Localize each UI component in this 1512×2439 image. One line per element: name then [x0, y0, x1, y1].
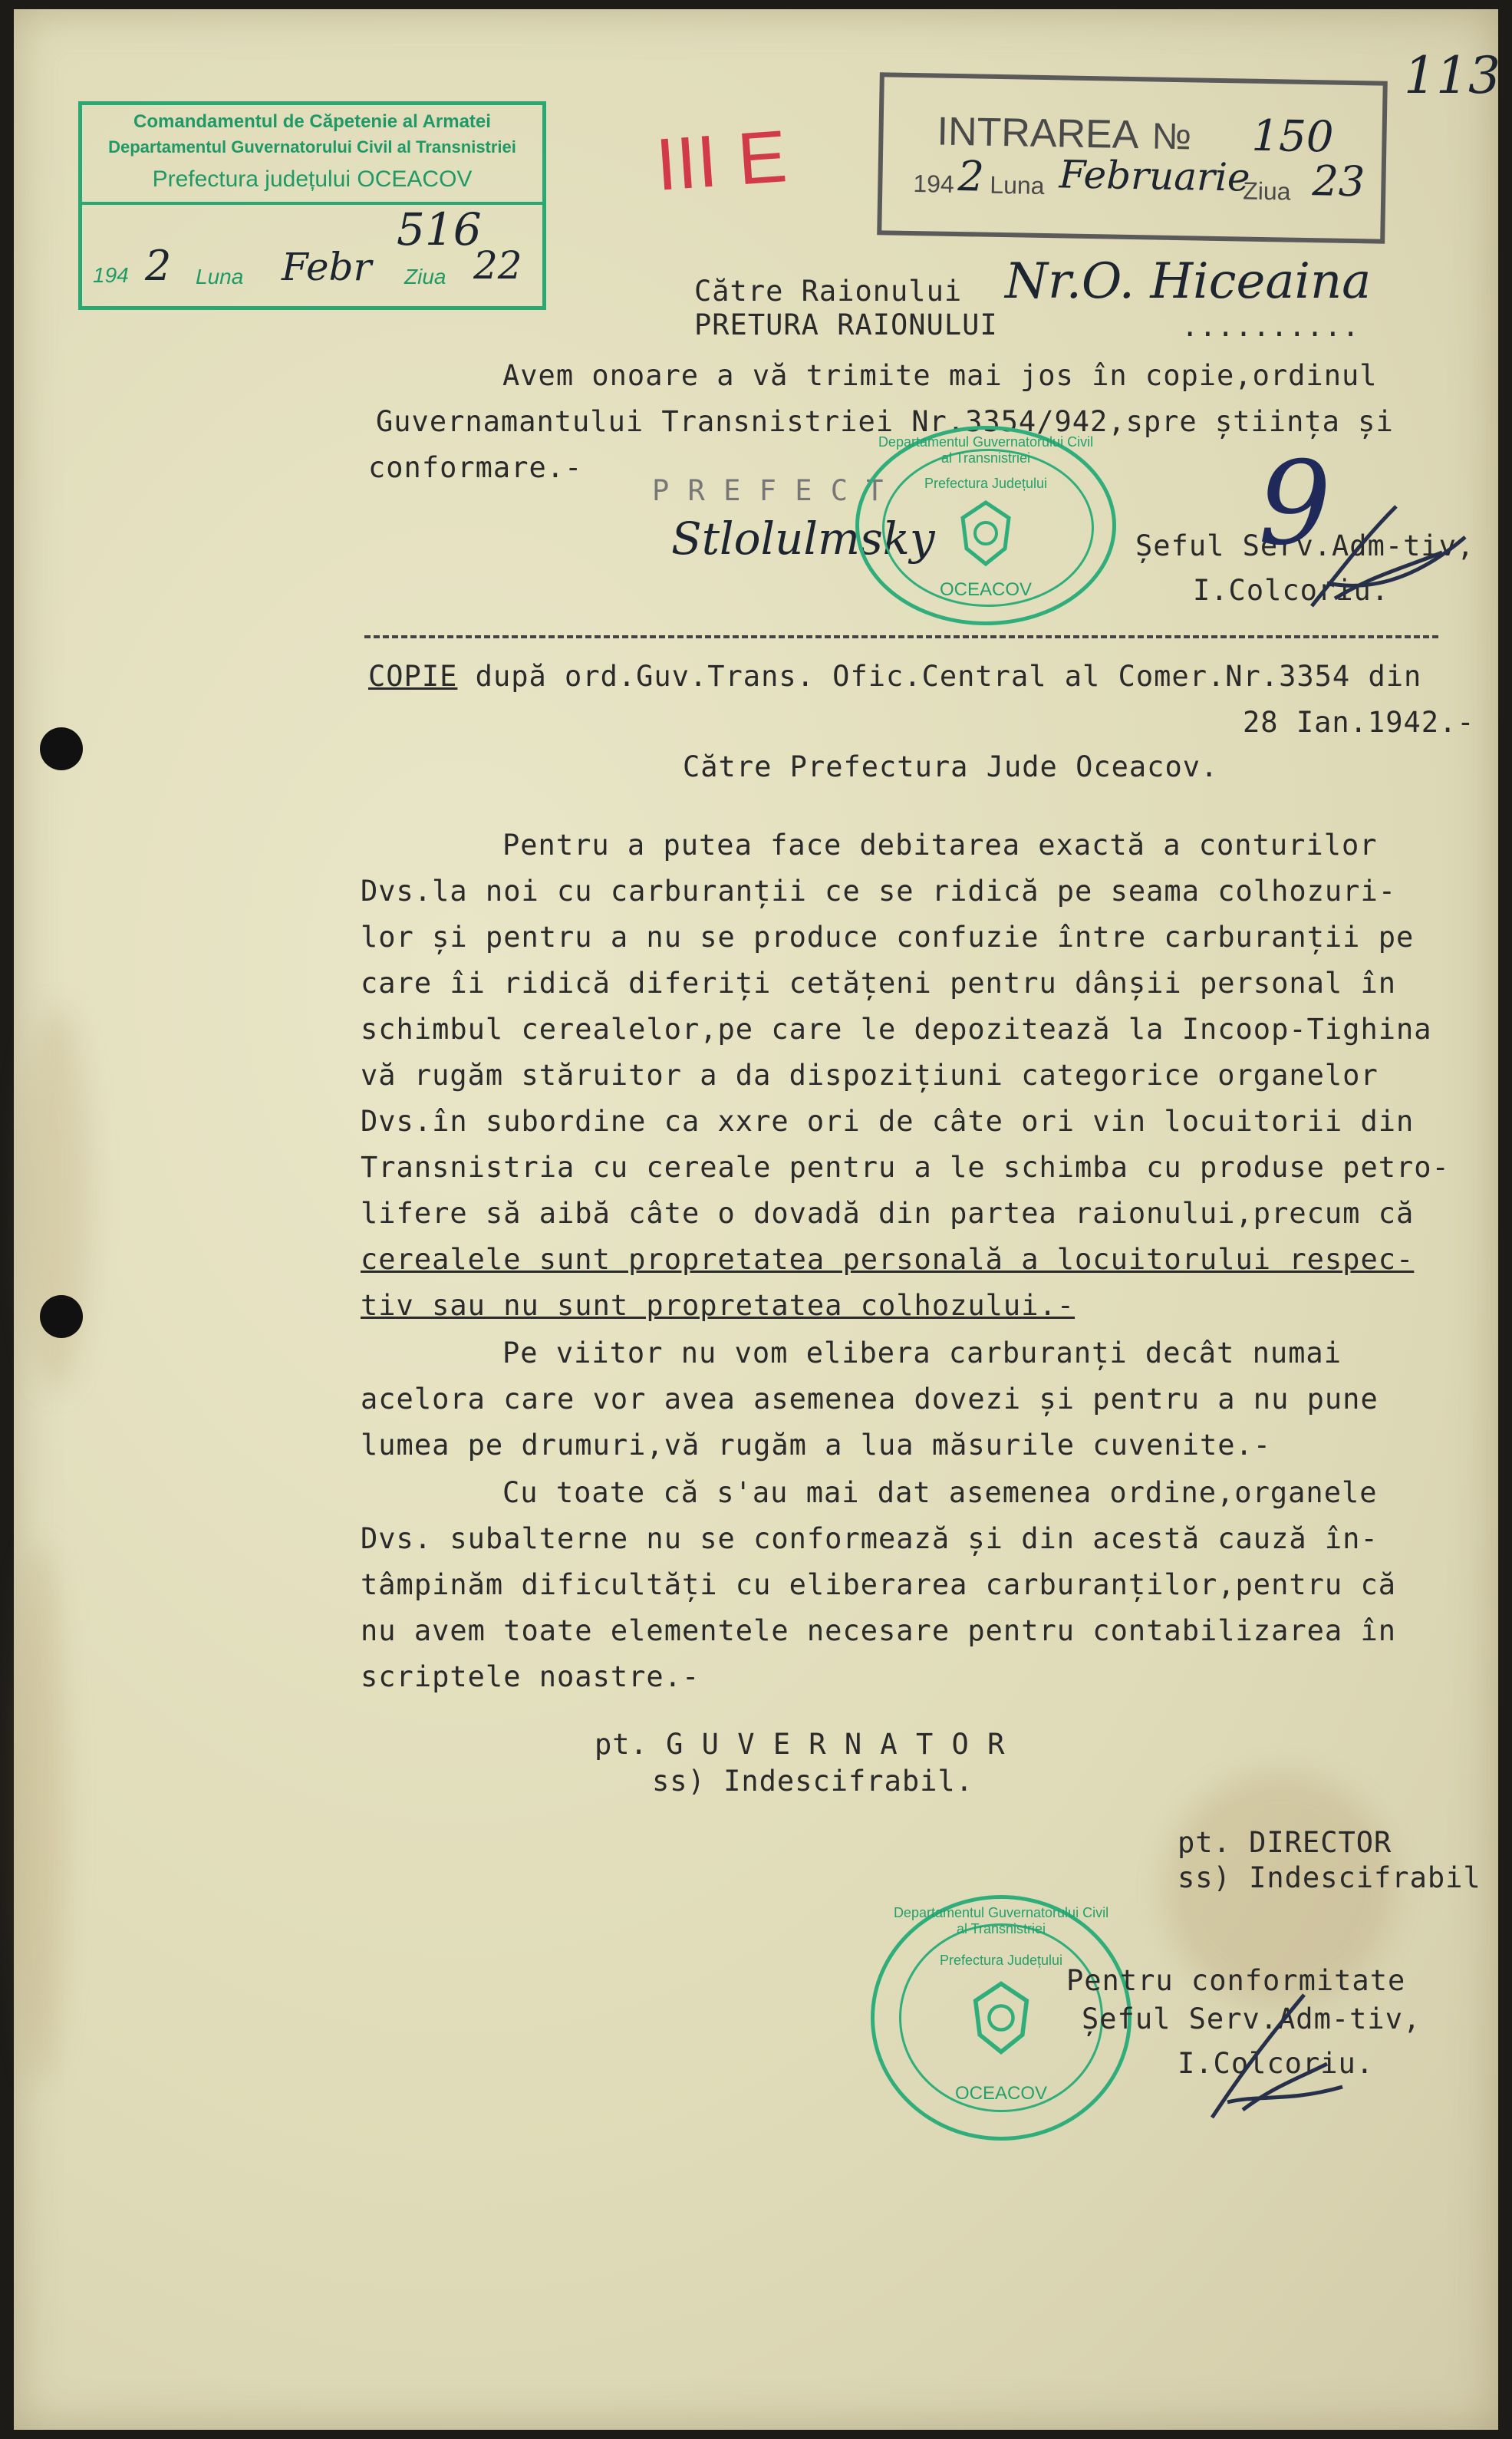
paragraph-line: Transnistria cu cereale pentru a le schimba cu produse petro- [361, 1151, 1450, 1184]
handwritten-signature [1304, 491, 1473, 629]
governor-line: pt. G U V E R N A T O R [595, 1728, 1006, 1761]
entry-no-label: № [1151, 116, 1192, 158]
chief-name: I.Colcoriu. [1193, 574, 1390, 607]
received-stamp [78, 101, 546, 310]
year-prefix: 194 [93, 263, 129, 287]
entry-year-prefix: 194 [913, 170, 955, 198]
entry-year-digit: 2 [957, 152, 985, 201]
handwritten-number: 9 [1258, 437, 1332, 571]
paragraph-line: Pentru a putea face debitarea exactă a conturilor [502, 829, 1378, 862]
seal-city: OCEACOV [939, 579, 1033, 600]
paragraph-line: Dvs.la noi cu carburanții ce se ridică pe seama colhozuri- [361, 875, 1397, 908]
stamp-title: Comandamentul de Căpetenie al Armatei [133, 111, 491, 132]
paragraph-line: vă rugăm stăruitor a da dispozițiuni categorice organelor [361, 1059, 1379, 1092]
luna-label: Luna [196, 265, 244, 288]
copy-heading-label: COPIE [368, 660, 458, 693]
entry-number: 150 [1250, 110, 1334, 163]
seal-inner-text: Prefectura Județului [939, 1953, 1063, 1968]
conformity-line: Pentru conformitate [1066, 1964, 1406, 1997]
copy-heading-rest: după ord.Guv.Trans. Ofic.Central al Comer.Nr.3354 din [457, 660, 1422, 693]
paragraph-line: scriptele noastre.- [361, 1660, 700, 1693]
official-seal [855, 426, 1116, 625]
divider [364, 635, 1438, 638]
entry-luna-label: Luna [990, 170, 1045, 200]
seal-city: OCEACOV [954, 2083, 1048, 2104]
paragraph-line: schimbul cerealelor,pe care le depozitează la Incoop-Tighina [361, 1013, 1432, 1046]
stamp-date-row [93, 263, 129, 288]
conformity-title: Șeful Serv.Adm-tiv, [1082, 2002, 1421, 2035]
director-line: pt. DIRECTOR [1178, 1826, 1392, 1859]
copy-heading [368, 660, 1421, 693]
underlined-line: tiv sau nu sunt propretatea colhozului.- [361, 1289, 1076, 1322]
governor-signature: ss) Indescifrabil. [652, 1765, 973, 1798]
paragraph-line: lumea pe drumuri,vă rugăm a lua măsurile cuvenite.- [361, 1429, 1272, 1462]
pretura-dots: .......... [1181, 310, 1360, 343]
paragraph-line: Cu toate că s'au mai dat asemenea ordine,organele [502, 1476, 1378, 1509]
cover-body-line: conformare.- [368, 451, 583, 484]
paragraph-line: care îi ridică diferiți cetățeni pentru dânșii personal în [361, 967, 1397, 1000]
entry-month: Februarie [1059, 152, 1251, 200]
addressee-line: Către Raionului [694, 275, 963, 308]
cover-body-line: Avem onoare a vă trimite mai jos în copie,ordinul [502, 359, 1378, 392]
copy-date: 28 Ian.1942.- [1243, 706, 1475, 739]
seal-inner-text: Prefectura Județului [924, 476, 1048, 491]
addressee-handwritten: Nr.O. Hiceaina [1005, 253, 1372, 310]
paragraph-line: lifere să aibă câte o dovadă din partea raionului,precum că [361, 1197, 1415, 1230]
paragraph-line: acelora care vor avea asemenea dovezi și pentru a nu pune [361, 1383, 1379, 1416]
stamp-prefecture: Prefectura județului OCEACOV [152, 166, 473, 192]
page-number: 113 [1404, 46, 1500, 105]
handwritten-signature [1197, 1949, 1365, 2141]
underlined-line: cerealele sunt propretatea personală a locuitorului respec- [361, 1243, 1415, 1276]
entry-day: 23 [1311, 157, 1365, 206]
year-digit: 2 [145, 242, 172, 290]
paragraph-line: Dvs. subalterne nu se conformează și din acestă cauză în- [361, 1522, 1379, 1555]
pretura-line: PRETURA RAIONULUI [694, 308, 998, 341]
punch-hole [40, 1295, 83, 1338]
stamp-department: Departamentul Guvernatorului Civil al Transnistriei [108, 137, 516, 157]
paragraph-line: nu avem toate elementele necesare pentru contabilizarea în [361, 1614, 1397, 1647]
month: Febr [282, 245, 372, 289]
chief-title: Șeful Serv.Adm-tiv, [1135, 529, 1475, 562]
paragraph-line: Pe viitor nu vom elibera carburanți decât numai [502, 1337, 1342, 1369]
stamp-number: 516 [397, 203, 482, 255]
stain [14, 1544, 68, 2081]
conformity-name: I.Colcoriu. [1178, 2047, 1375, 2080]
paragraph-line: Dvs.în subordine ca xxre ori de câte ori vin locuitorii din [361, 1105, 1415, 1138]
seal-outer-text: Departamentul Guvernatorului Civil al Transnistriei [878, 434, 1094, 466]
coat-of-arms-icon [963, 1979, 1039, 2056]
coat-of-arms-icon [951, 499, 1020, 568]
paragraph-line: tâmpinăm dificultăți cu eliberarea carburanților,pentru că [361, 1568, 1397, 1601]
red-classification-mark: III E [653, 115, 790, 206]
entry-ziua-label: Ziua [1242, 176, 1291, 206]
paragraph-line: lor și pentru a nu se produce confuzie între carburanții pe [361, 921, 1415, 954]
day: 22 [473, 243, 522, 288]
cover-body-line: Guvernamantului Transnistriei Nr.3354/942,spre știința și [376, 405, 1394, 438]
seal-outer-text: Departamentul Guvernatorului Civil al Transnistriei [893, 1905, 1109, 1936]
ziua-label: Ziua [404, 265, 446, 288]
director-signature: ss) Indescifrabil [1178, 1861, 1481, 1894]
entry-stamp [877, 72, 1388, 244]
entry-title: INTRAREA [937, 109, 1139, 158]
punch-hole [40, 727, 83, 770]
prefect-signature: Stlolulmsky [671, 513, 935, 565]
copy-addressee: Către Prefectura Jude Oceacov. [683, 750, 1219, 783]
prefect-title: P R E F E C T [652, 474, 884, 507]
